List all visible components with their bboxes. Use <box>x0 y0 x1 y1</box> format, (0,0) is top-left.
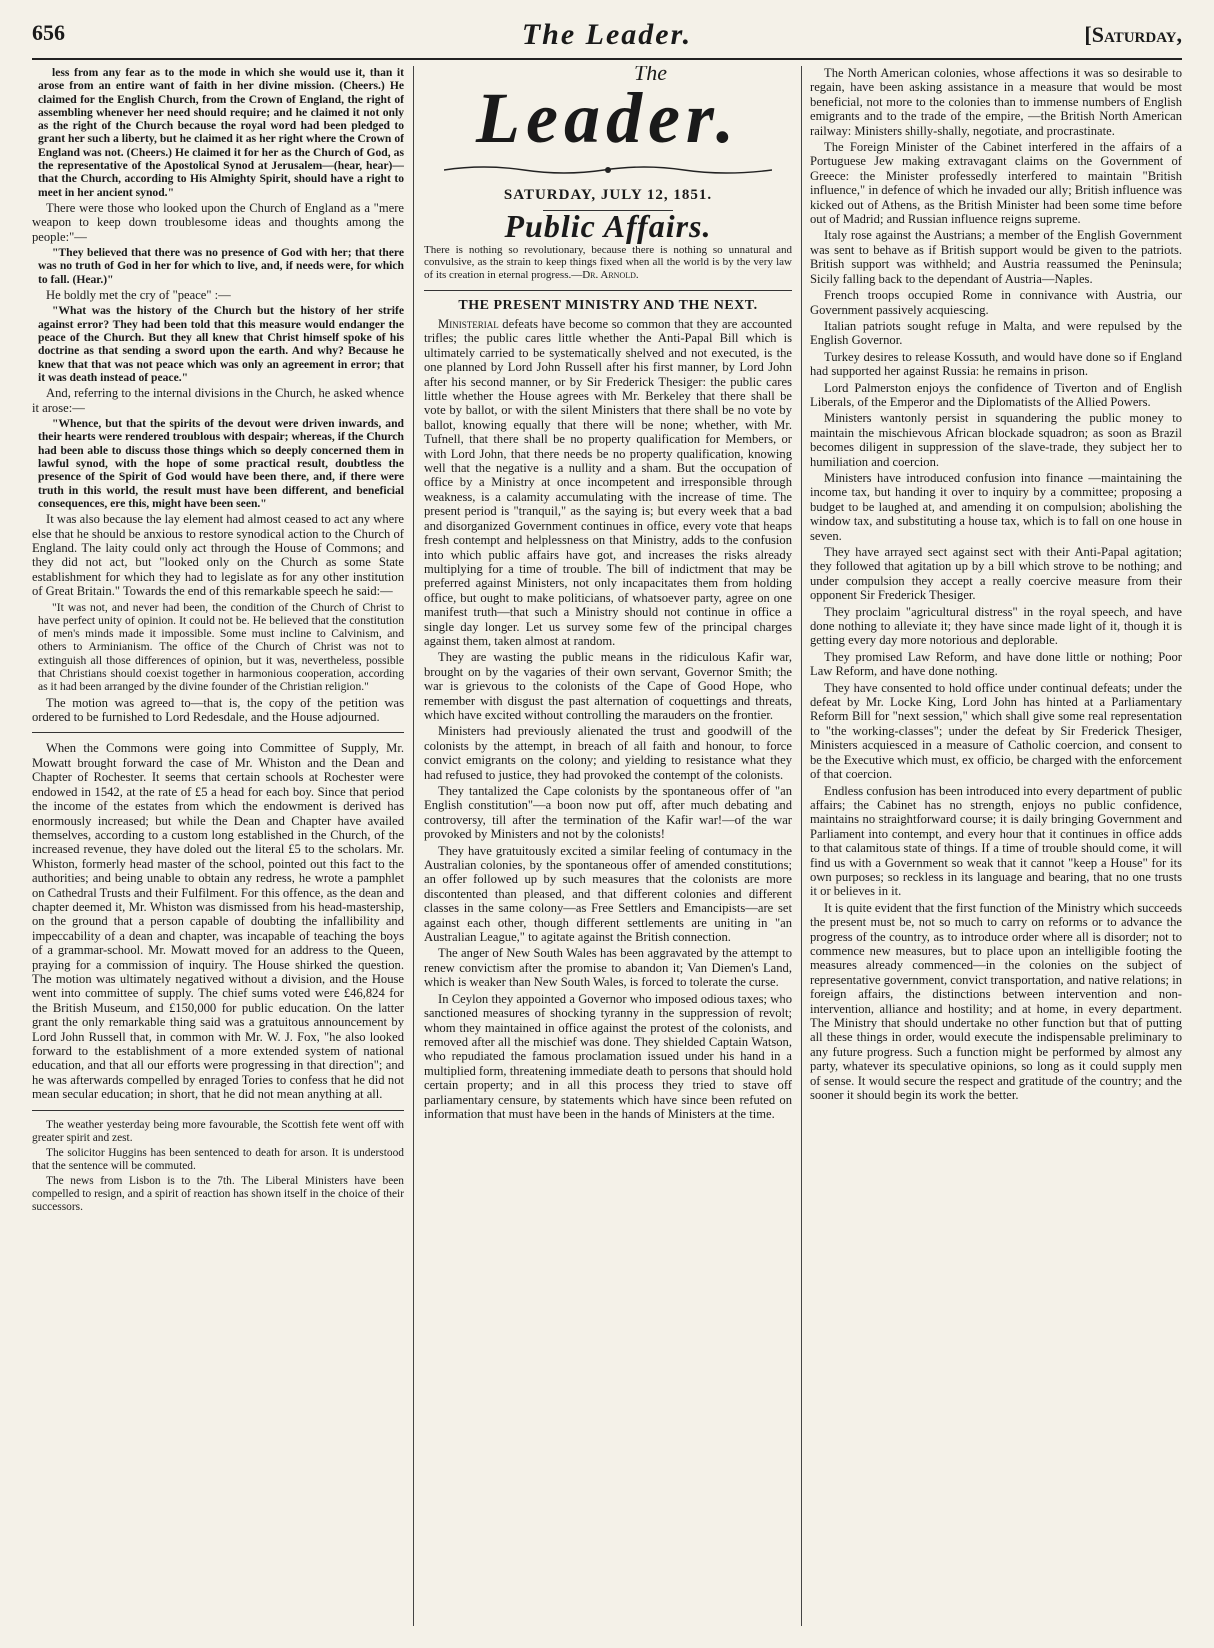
page-header <box>32 18 1182 52</box>
section-rule <box>32 732 404 733</box>
column-center <box>424 66 792 1626</box>
paragraph: They have gratuitously excited a similar feeling of contumacy in the Australian colonies, by the spontaneous offer of amended constitutions; an offer followed up by such measures that the colonists are more discontented than pleased, and that different colonies and different classes in the same colony—as Free Settlers and Emancipists—are set against each other, though different settlements are uniting in "an Australian League," to agitate against the British connection. <box>424 843 792 945</box>
masthead-flourish <box>444 162 772 178</box>
motto-text: There is nothing so revolutionary, because there is nothing so unnatural and convulsive, as the strain to keep things fixed when all the world is by the very law of its creation in eternal progress.— <box>424 243 792 281</box>
paragraph: They promised Law Reform, and have done little or nothing; Poor Law Reform, and have done nothing. <box>810 649 1182 679</box>
paragraph: They have arrayed sect against sect with their Anti-Papal agitation; they followed that agitation up by a bill which strove to be nothing; and under compulsion they accept a really coercive measure from their opponent Sir Frederick Thesiger. <box>810 545 1182 603</box>
paragraph: Ministers wantonly persist in squandering the public money to maintain the mischievous African blockade squadron; as soon as Brazil becomes diligent in suppression of the slave-trade, they subject her to humiliation and coercion. <box>810 411 1182 469</box>
paragraph: They proclaim "agricultural distress" in the royal speech, and have done nothing to alleviate it; they have since made light of it, though it is getting every day more notorious and deplorable. <box>810 604 1182 648</box>
paragraph: French troops occupied Rome in connivance with Austria, our Government passively acquiescing. <box>810 288 1182 317</box>
news-note: The weather yesterday being more favourable, the Scottish fete went off with greater spirit and zest. <box>32 1118 404 1144</box>
paragraph: Endless confusion has been introduced into every department of public affairs; the Cabinet has no strength, enjoys no public confidence, maintains no straightforward course; it is daily bringing Government and Parliament into contempt, and every hour that it continues in office adds to that calamitous state of things. If a time of trouble should come, it will find us with a Government so weak that it cannot "keep a House" for its own purposes; so reckless in its language and bearing, that no one trusts it or believes in it. <box>810 783 1182 899</box>
page-number: 656 <box>32 20 65 45</box>
paragraph: The Foreign Minister of the Cabinet interfered in the affairs of a Portuguese Jew making extravagant claims on the Government of Greece: the Minister professedly interfered to maintain "British influence," in defence of which he invaded our ally; British influence was kicked out of Athens, as the British Minister had been some time before out of Madrid; and Russian influence reigns supreme. <box>810 140 1182 227</box>
paragraph: In Ceylon they appointed a Governor who imposed odious taxes; who sanctioned measures of shocking tyranny in the suppression of revolt; whom they maintained in office against the protest of the colonists, and removed after all the mischief was done. They shielded Captain Watson, who repudiated the famous proclamation issued under his hand in a multiplied form, threatening immediate death to persons that should hold certain property; and in all this process they tried to stave off parliamentary censure, by statements which have since been refuted on information that must have been in the hands of Ministers at the time. <box>424 991 792 1121</box>
quotation: "What was the history of the Church but the history of her strife against error? They had been told that this measure would endanger the peace of the Church. But they all knew that Christ himself spoke of his doctrine as that sending a sword upon the earth. And why? Because he knew that that was not peace which was only an agreement in error; that it was death instead of peace." <box>38 304 404 384</box>
paragraph: Ministers had previously alienated the trust and goodwill of the colonists by the attempt, in breach of all faith and honour, to force convict emigrants on the colony; and yielding to resistance what they had refused to justice, they had provoked the contempt of the colonists. <box>424 724 792 782</box>
paragraph-text: defeats have become so common that they are accounted trifles; the public cares little whether the Anti-Papal Bill which is ultimately carried to be systematically shelved and not executed, is the one planned by Lord John Russell after his first manner, by Lord John after his second manner, or by Sir Frederick Thesiger: the public cares little whether the House agrees with Mr. Berkeley that there shall be vote by ballot, or with the silent Ministers that there shall be no vote by ballot, knowing equally that there will be none; whether, with Mr. Tufnell, that there shall be no property qualification for Members, or with Lord John, that there needs be no property qualification, knowing well that the negative is a nullity and a sham. But the occupation of office by a Ministry at once incompetent and irresponsible through weakness, is a calamity accumulating with the increase of time. The present period is "tranquil," as the saying is; but every week that a bad and disorganized Government continues in office, every vote that heaps fresh contempt and helplessness on that Ministry, adds to the confusion into which public affairs have got, and increases the risks already multiplying for a time of trouble. The bill of indictment that may be preferred against Ministers, not only incapacitates them from holding office, but ought to make politicians, of whatsoever party, agree on one manifest truth—that such a Ministry should not continue in office a single day longer. Let us survey some few of the principal charges against them, taken almost at random. <box>424 317 792 648</box>
paragraph: The anger of New South Wales has been aggravated by the attempt to renew convictism after the promise to abandon it; Van Diemen's Land, which is weaker than New South Wales, is forced to tolerate the curse. <box>424 946 792 990</box>
running-title: The Leader. <box>521 18 693 51</box>
section-rule <box>32 1110 404 1111</box>
section-title: Public Affairs. <box>504 208 712 245</box>
paragraph: It is quite evident that the first function of the Ministry which succeeds the present must be, not so much to carry on reforms or to advance the progress of the country, as to introduce order where all is disorder; not to commence new measures, but to place upon an intelligible footing the measures already commenced—in the colonies on the subject of representative government, convict transportation, and native relations; in foreign affairs, the distinctions between intervention and non-intervention, alliance and hostility; and at home, in every department. The Ministry that should undertake no other function but that of putting all these things in order, would execute the indispensable preliminary to any future progress. Such a function might be performed by almost any party, whatever its speculative opinions, so long as it could supply men of sense. It would secure the respect and gratitude of the country; and the sooner it should begin its work the better. <box>810 900 1182 1103</box>
lead-word: Ministerial <box>438 317 499 331</box>
column-divider <box>801 66 802 1626</box>
news-notes <box>32 1119 404 1214</box>
column-right <box>810 66 1182 1626</box>
masthead <box>424 66 792 186</box>
dateline: SATURDAY, JULY 12, 1851. <box>503 187 713 203</box>
column-left <box>32 66 404 1626</box>
paragraph <box>424 317 792 648</box>
news-note: The news from Lisbon is to the 7th. The Liberal Ministers have been compelled to resign, and a spirit of reaction has shown itself in the choice of their successors. <box>32 1174 404 1213</box>
paragraph: The motion was agreed to—that is, the copy of the petition was ordered to be furnished to Lord Redesdale, and the House adjourned. <box>32 695 404 725</box>
paragraph: Italy rose against the Austrians; a member of the English Government was sent to behave as if British support would be given to the patriots. British support was withheld; and Austria reassumed the Peninsula; Sicily falling back to the dependant of Austria—Naples. <box>810 228 1182 286</box>
paragraph: Turkey desires to release Kossuth, and would have done so if England had supported her against Russia: he remains in prison. <box>810 349 1182 379</box>
header-rule <box>32 58 1182 60</box>
paragraph: He boldly met the cry of "peace" :— <box>46 288 231 303</box>
quotation: "It was not, and never had been, the condition of the Church of Christ to have perfect unity of opinion. It could not be. He believed that the constitution of men's minds made it impossible. Some must incline to Calvinism, and others to Arminianism. The office of the Church of Christ was not to extinguish all those differences of opinion, but it was, nevertheless, possible that Christians should coexist together in harmonious cooperation, according as it had been arranged by the divine founder of the Christian religion." <box>38 600 404 694</box>
paragraph: They tantalized the Cape colonists by the spontaneous offer of "an English constitution"—a boon now put off, after much debating and controversy, till after the termination of the Kafir war!—of the war provoked by Ministers and not by the colonists! <box>424 784 792 842</box>
motto <box>424 244 792 282</box>
article-title: THE PRESENT MINISTRY AND THE NEXT. <box>458 297 758 313</box>
section-rule <box>424 290 792 291</box>
paragraph: And, referring to the internal divisions in the Church, he asked whence it arose:— <box>32 386 404 415</box>
masthead-the: The <box>634 66 667 85</box>
paragraph: Lord Palmerston enjoys the confidence of Tiverton and of English Liberals, of the Emperor and the Diplomatists of the Allied Powers. <box>810 380 1182 409</box>
motto-author: Dr. Arnold. <box>582 269 639 281</box>
paragraph: It was also because the lay element had almost ceased to act any where else that he should be anxious to restore synodical action to the Church of England. The laity could only act through the House of Commons; and they did not act, but "looked only on the Church as some State establishment for which they had to legislate as for any other institution of Great Britain." Towards the end of this remarkable speech he said:— <box>32 512 404 599</box>
paragraph: They are wasting the public means in the ridiculous Kafir war, brought on by the vagaries of their own servant, Governor Smith; the war is grievous to the colonists of the Cape of Good Hope, who remember with disgust the past alternation of coquettings and threats, which have excited without controlling the marauders on the frontier. <box>424 650 792 722</box>
paragraph: Ministers have introduced confusion into finance —maintaining the income tax, but handing it over to inquiry by a committee; proposing a budget to be laughed at, and amending it on compulsion; abolishing the window tax, and substituting a house tax, which is to fall on one house in seven. <box>810 470 1182 543</box>
quotation: "They believed that there was no presence of God with her; that there was no truth of God in her for which to live, and, if needs were, for which to fall. (Hear.)" <box>38 246 404 286</box>
paragraph: They have consented to hold office under continual defeats; under the defeat by Mr. Locke King, Lord John has hinted at a Parliamentary Reform Bill for "next session," which shall give some real representation to "the working-classes"; under the defeat by Sir Frederick Thesiger, Ministers acquiesced in a measure of Catholic coercion, and consent to be the Executive which must, ex officio, be charged with the enforcement of that coercion. <box>810 680 1182 782</box>
paragraph: less from any fear as to the mode in which she would use it, than it arose from an entire want of faith in her divine mission. (Cheers.) He claimed for the English Church, from the Crown of England, the right of assembling whenever her need should require; and he claimed it not only as the right of the Church because the royal word had been pledged to grant her such a liberty, but he claimed it as her right where the Crown of England was not. (Cheers.) He claimed it for her as the Church of God, as the representative of the Apostolical Synod at Jerusalem—(hear, hear)—that the Church, according to His Almighty Spirit, should have a right to meet in her ancient synod." <box>38 66 404 199</box>
masthead-title: Leader. <box>476 78 740 158</box>
column-divider <box>413 66 414 1626</box>
paragraph: Italian patriots sought refuge in Malta, and were repulsed by the English Governor. <box>810 318 1182 348</box>
paragraph: When the Commons were going into Committee of Supply, Mr. Mowatt brought forward the case of Mr. Whiston and the Dean and Chapter of Rochester. It seems that certain schools at Rochester were endowed in 1542, at the rate of £5 a head for each boy. Since that period the income of the estates from which the endowment is derived has enormously increased; but while the Dean and Chapter have availed themselves, according to a custom long established in the Church, of the increased revenue, they have doled out the literal £5 to the scholars. Mr. Whiston, formerly head master of the school, pointed out this fact to the authorities; and being unable to obtain any redress, he wrote a pamphlet on Cathedral Trusts and their Fulfilment. For this offence, as the dean and chapter deemed it, Mr. Whiston was dismissed from his head-mastership, on the ground that a person capable of doubting the infallibility and impeccability of a dean and chapter, was incapable of teaching the boys of a grammar-school. Mr. Mowatt moved for an address to the Queen, praying for a commission of inquiry. The House shirked the question. The motion was ultimately negatived without a division, and the House went into committee of supply. The chief sums voted were £46,824 for the British Museum, and £150,000 for public education. On the latter grant the only remarkable thing said was a gratuitous announcement by Lord John Russell that, in common with Mr. W. J. Fox, "he also looked forward to the establishment of a more extended system of national education, and that all our efforts were progressing in that direction"; and he was afterwards compelled by enraged Tories to confess that he did not mean secular education; in short, that he did not mean anything at all. <box>32 741 404 1102</box>
running-day: [Saturday, <box>1084 22 1182 47</box>
paragraph: There were those who looked upon the Church of England as a "mere weapon to keep down troublesome ideas and thoughts among the people:"— <box>32 200 404 244</box>
news-note: The solicitor Huggins has been sentenced to death for arson. It is understood that the sentence will be commuted. <box>32 1146 404 1172</box>
paragraph: The North American colonies, whose affections it was so desirable to regain, have been asking assistance in a measure that would be most beneficial, not more to the colonies than to immense numbers of English emigrants and to the trade of the empire, —the British North American railway: Ministers shilly-shally, negotiate, and procrastinate. <box>810 66 1182 138</box>
quotation: "Whence, but that the spirits of the devout were driven inwards, and their hearts were rendered troublous with despair; whereas, if the Church had been able to discuss those things which so deeply concerned them in lawful synod, with the hope of some practical result, doubtless the presence of the Spirit of God would have been there, and, if there were truth in this world, the result must have been different, and beneficial consequences, ere this, might have been seen." <box>38 417 404 510</box>
